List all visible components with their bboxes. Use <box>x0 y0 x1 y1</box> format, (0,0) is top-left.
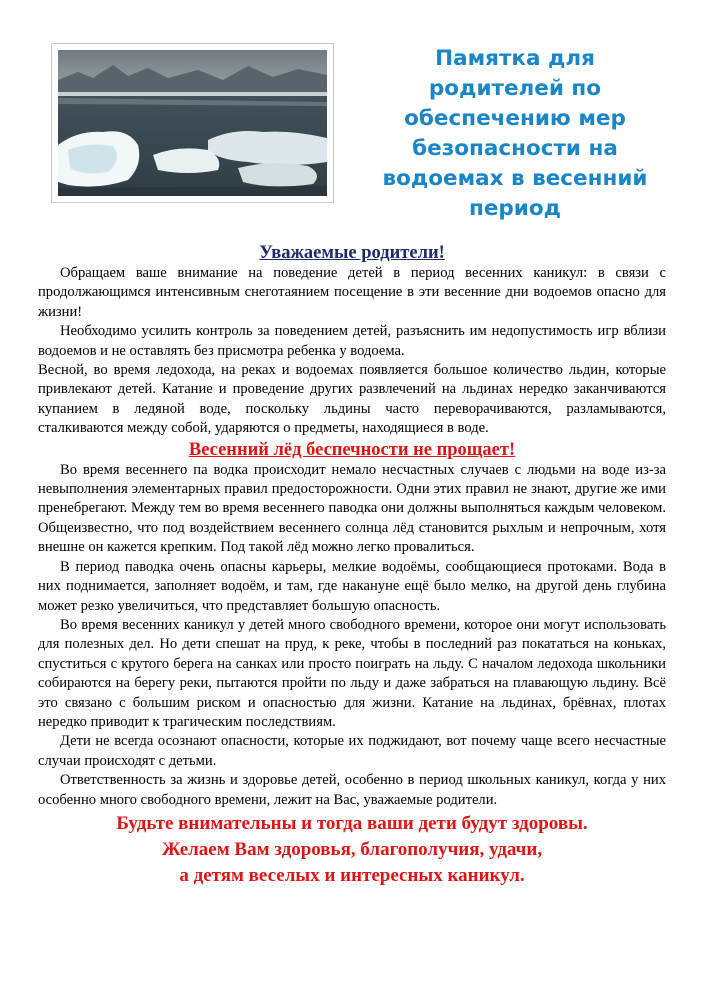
ice-floes-photo-icon <box>58 50 327 196</box>
paragraph: Весной, во время ледохода, на реках и водоемах появляется большое количество льдин, которые привлекают детей. Катание и проведение других развлечений на льдинах нередко заканчиваются купанием в ледяной воде, поскольку льдины часто переворачиваются, разламываются, сталкиваются между собой, ударяются о предметы, находящиеся в воде. <box>38 362 666 437</box>
ice-floes-photo <box>51 43 334 203</box>
paragraph: В период паводка очень опасны карьеры, мелкие водоёмы, сообщающиеся протоками. Вода в них поднимается, заполняет водоём, и там, где накануне ещё было мелко, на другой день глубина может резко увеличиться, что представляет большую опасность. <box>38 558 666 614</box>
paragraph: Ответственность за жизнь и здоровье детей, особенно в период школьных каникул, когда у них особенно много свободного времени, лежит на Вас, уважаемые родители. <box>38 772 666 808</box>
paragraph: Необходимо усилить контроль за поведением детей, разъяснить им недопустимость игр вблизи водоемов и не оставлять без присмотра ребенка у водоема. <box>38 323 666 359</box>
leaflet-body <box>38 242 666 889</box>
paragraph: Во время весеннего па водка происходит немало несчастных случаев с людьми на воде из-за невыполнения элементарных правил предосторожности. Одни этих правил не знают, другие же ими пренебрегают. Между тем во время весеннего паводка они должны выполняться каждым человеком. Общеизвестно, что под воздействием весеннего солнца лёд становится рыхлым и непрочным, хотя внешне он кажется крепким. Под такой лёд можно легко провалиться. <box>38 461 666 556</box>
closing-block <box>38 811 666 889</box>
leaflet-title: Памятка для родителей по обеспечению мер безопасности на водоемах в весенний период <box>382 46 648 221</box>
paragraph: Во время весенних каникул у детей много свободного времени, которое они могут использовать для полезных дел. Но дети спешат на пруд, к реке, чтобы в последний раз покататься на коньках, спуститься с крутого берега на санках или просто поиграть на льду. С началом ледохода школьники собираются на берегу реки, пытаются пройти по льду и даже забраться на плавающую льдину. Всё это связано с большим риском и опасностью для жизни. Катание на льдинах, брёвнах, плотах нередко приводит к трагическим последствиям. <box>38 616 666 730</box>
paragraph: Дети не всегда осознают опасности, которые их поджидают, вот почему чаще всего несчастные случаи происходят с детьми. <box>38 733 666 769</box>
closing-line: Желаем Вам здоровья, благополучия, удачи, <box>161 838 543 860</box>
closing-line: а детям веселых и интересных каникул. <box>179 864 525 886</box>
closing-line: Будьте внимательны и тогда ваши дети будут здоровы. <box>116 812 588 834</box>
warning-heading: Весенний лёд беспечности не прощает! <box>188 439 516 460</box>
greeting-heading: Уважаемые родители! <box>259 243 445 263</box>
paragraph: Обращаем ваше внимание на поведение детей в период весенних каникул: в связи с продолжающимся интенсивным снеготаянием посещение в эти весенние дни водоемов опасно для жизни! <box>38 265 666 320</box>
